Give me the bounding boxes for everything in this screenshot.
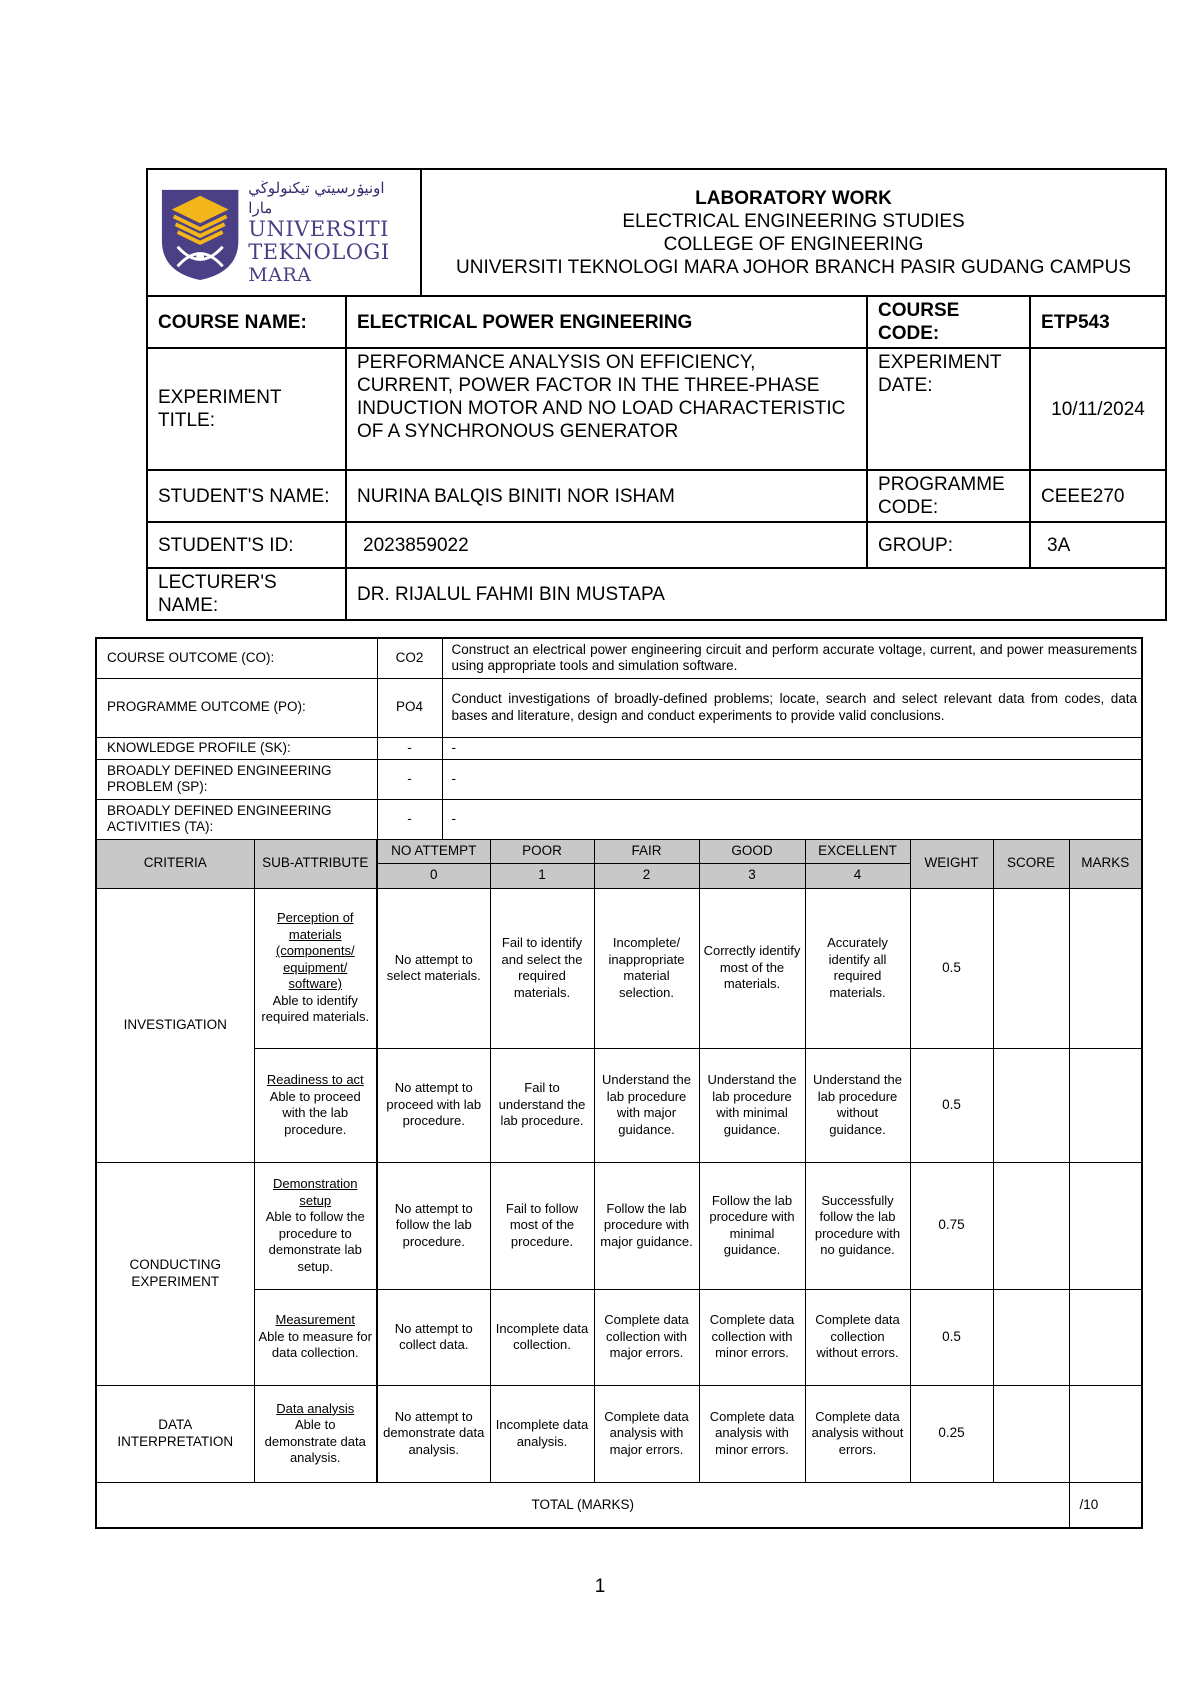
score-cell[interactable] xyxy=(993,888,1069,1048)
student-name-label: STUDENT'S NAME: xyxy=(147,470,346,522)
score-cell[interactable] xyxy=(993,1385,1069,1482)
level-desc-3: Correctly identify most of the materials. xyxy=(699,888,805,1048)
weight-value: 0.75 xyxy=(910,1162,993,1289)
level-score-0: 0 xyxy=(377,863,490,888)
group-value: 3A xyxy=(1030,522,1166,568)
sp-code: - xyxy=(377,759,442,799)
marks-cell[interactable] xyxy=(1069,1048,1142,1162)
level-desc-0: No attempt to follow the lab procedure. xyxy=(377,1162,490,1289)
level-desc-1: Incomplete data analysis. xyxy=(490,1385,594,1482)
level-desc-1: Fail to identify and select the required materials. xyxy=(490,888,594,1048)
experiment-date-value: 10/11/2024 xyxy=(1030,348,1166,470)
lab-header-table xyxy=(146,168,1167,621)
level-desc-4: Accurately identify all required materials. xyxy=(805,888,910,1048)
weight-header: WEIGHT xyxy=(910,839,993,888)
marks-cell[interactable] xyxy=(1069,1289,1142,1385)
programme-code-label: PROGRAMME CODE: xyxy=(867,470,1030,522)
level-desc-4: Complete data analysis without errors. xyxy=(805,1385,910,1482)
page-number: 1 xyxy=(594,1576,606,1597)
logo-word-universiti: UNIVERSITI xyxy=(248,217,389,241)
group-label: GROUP: xyxy=(867,522,1030,568)
level-desc-1: Incomplete data collection. xyxy=(490,1289,594,1385)
subattr-title: Perception of materials (components/ equipment/ software) xyxy=(275,910,355,992)
header-line-college: COLLEGE OF ENGINEERING xyxy=(663,233,924,255)
sp-label: BROADLY DEFINED ENGINEERING PROBLEM (SP): xyxy=(96,759,377,799)
subattr-demonstration xyxy=(254,1162,377,1289)
level-desc-2: Complete data analysis with major errors. xyxy=(594,1385,699,1482)
subattr-perception xyxy=(254,888,377,1048)
student-id-value: 2023859022 xyxy=(346,522,867,568)
total-value: /10 xyxy=(1069,1482,1142,1528)
subattribute-header: SUB-ATTRIBUTE xyxy=(254,839,377,888)
rubric-row-data-analysis xyxy=(96,1385,1142,1482)
level-header-2: FAIR xyxy=(594,839,699,863)
logo-word-teknologi: TEKNOLOGI xyxy=(248,240,390,264)
po-label: PROGRAMME OUTCOME (PO): xyxy=(96,678,377,737)
level-desc-2: Complete data collection with major errors. xyxy=(594,1289,699,1385)
logo-jawi-text: اونيۏرسيتي تيكنولوڬي مارا xyxy=(248,179,385,217)
level-score-3: 3 xyxy=(699,863,805,888)
criteria-investigation: INVESTIGATION xyxy=(96,888,254,1162)
po-code: PO4 xyxy=(377,678,442,737)
header-title: LABORATORY WORK xyxy=(695,187,892,209)
subattr-title: Data analysis xyxy=(276,1400,355,1416)
co-text: Construct an electrical power engineering circuit and perform accurate voltage, current, and power measurements using appropriate tools and simulation software. xyxy=(442,638,1142,678)
level-desc-4: Understand the lab procedure without guidance. xyxy=(805,1048,910,1162)
experiment-date-label: EXPERIMENT DATE: xyxy=(867,348,1030,470)
score-cell[interactable] xyxy=(993,1162,1069,1289)
level-desc-0: No attempt to demonstrate data analysis. xyxy=(377,1385,490,1482)
course-name-label: COURSE NAME: xyxy=(147,296,346,348)
level-score-1: 1 xyxy=(490,863,594,888)
weight-value: 0.5 xyxy=(910,1048,993,1162)
weight-value: 0.5 xyxy=(910,1289,993,1385)
marks-cell[interactable] xyxy=(1069,1385,1142,1482)
criteria-header: CRITERIA xyxy=(96,839,254,888)
subattr-readiness xyxy=(254,1048,377,1162)
subattr-desc: Able to demonstrate data analysis. xyxy=(264,1417,366,1465)
level-header-1: POOR xyxy=(490,839,594,863)
level-desc-0: No attempt to collect data. xyxy=(377,1289,490,1385)
uitm-logo xyxy=(158,178,410,287)
level-desc-4: Complete data collection without errors. xyxy=(805,1289,910,1385)
ta-text: - xyxy=(442,799,1142,839)
logo-word-mara: MARA xyxy=(248,264,312,286)
subattr-desc: Able to measure for data collection. xyxy=(258,1328,372,1361)
sp-text: - xyxy=(442,759,1142,799)
experiment-title-label: EXPERIMENT TITLE: xyxy=(147,348,346,470)
marks-cell[interactable] xyxy=(1069,1162,1142,1289)
co-code: CO2 xyxy=(377,638,442,678)
student-id-label: STUDENT'S ID: xyxy=(147,522,346,568)
ta-code: - xyxy=(377,799,442,839)
uitm-crest-icon xyxy=(158,183,242,283)
course-code-value: ETP543 xyxy=(1030,296,1166,348)
criteria-data-interpretation: DATA INTERPRETATION xyxy=(96,1385,254,1482)
weight-value: 0.5 xyxy=(910,888,993,1048)
experiment-title-value: PERFORMANCE ANALYSIS ON EFFICIENCY, CURRENT, POWER FACTOR IN THE THREE-PHASE INDUCTION MOTOR AND NO LOAD CHARACTERISTIC OF A SYNCHRONOUS GENERATOR xyxy=(346,348,867,470)
level-desc-3: Complete data analysis with minor errors. xyxy=(699,1385,805,1482)
header-title-cell xyxy=(421,169,1166,296)
level-score-4: 4 xyxy=(805,863,910,888)
level-desc-3: Follow the lab procedure with minimal guidance. xyxy=(699,1162,805,1289)
level-header-0: NO ATTEMPT xyxy=(377,839,490,863)
subattr-desc: Able to proceed with the lab procedure. xyxy=(269,1088,361,1137)
score-cell[interactable] xyxy=(993,1048,1069,1162)
score-header: SCORE xyxy=(993,839,1069,888)
level-desc-0: No attempt to proceed with lab procedure. xyxy=(377,1048,490,1162)
total-label: TOTAL (MARKS) xyxy=(96,1482,1069,1528)
sk-text: - xyxy=(442,737,1142,759)
subattr-title: Measurement xyxy=(275,1312,355,1328)
header-line-dept: ELECTRICAL ENGINEERING STUDIES xyxy=(622,210,965,232)
subattr-measurement xyxy=(254,1289,377,1385)
marks-cell[interactable] xyxy=(1069,888,1142,1048)
marks-header: MARKS xyxy=(1069,839,1142,888)
rubric-total-row xyxy=(96,1482,1142,1528)
criteria-conducting-experiment: CONDUCTING EXPERIMENT xyxy=(96,1162,254,1385)
level-header-3: GOOD xyxy=(699,839,805,863)
sk-code: - xyxy=(377,737,442,759)
level-desc-1: Fail to follow most of the procedure. xyxy=(490,1162,594,1289)
subattr-desc: Able to follow the procedure to demonstrate lab setup. xyxy=(265,1209,365,1274)
level-desc-1: Fail to understand the lab procedure. xyxy=(490,1048,594,1162)
level-desc-2: Incomplete/ inappropriate material selection. xyxy=(594,888,699,1048)
level-desc-3: Complete data collection with minor errors. xyxy=(699,1289,805,1385)
level-desc-2: Follow the lab procedure with major guidance. xyxy=(594,1162,699,1289)
score-cell[interactable] xyxy=(993,1289,1069,1385)
rubric-row-demonstration xyxy=(96,1162,1142,1289)
level-desc-0: No attempt to select materials. xyxy=(377,888,490,1048)
level-score-2: 2 xyxy=(594,863,699,888)
ta-label: BROADLY DEFINED ENGINEERING ACTIVITIES (TA): xyxy=(96,799,377,839)
level-desc-4: Successfully follow the lab procedure with no guidance. xyxy=(805,1162,910,1289)
student-name-value: NURINA BALQIS BINITI NOR ISHAM xyxy=(346,470,867,522)
po-text: Conduct investigations of broadly-defined problems; locate, search and select relevant data from codes, data bases and literature, design and conduct experiments to provide valid conclusions. xyxy=(442,678,1142,737)
subattr-desc: Able to identify required materials. xyxy=(261,992,370,1025)
co-label: COURSE OUTCOME (CO): xyxy=(96,638,377,678)
subattr-title: Demonstration setup xyxy=(272,1176,358,1208)
logo-cell xyxy=(147,169,421,296)
lecturer-value: DR. RIJALUL FAHMI BIN MUSTAPA xyxy=(346,568,1166,620)
course-name-value: ELECTRICAL POWER ENGINEERING xyxy=(346,296,867,348)
header-line-campus: UNIVERSITI TEKNOLOGI MARA JOHOR BRANCH PASIR GUDANG CAMPUS xyxy=(456,256,1131,278)
level-desc-3: Understand the lab procedure with minimal guidance. xyxy=(699,1048,805,1162)
subattr-title: Readiness to act xyxy=(266,1072,364,1087)
weight-value: 0.25 xyxy=(910,1385,993,1482)
course-code-label: COURSE CODE: xyxy=(867,296,1030,348)
sk-label: KNOWLEDGE PROFILE (SK): xyxy=(96,737,377,759)
level-header-4: EXCELLENT xyxy=(805,839,910,863)
subattr-data-analysis xyxy=(254,1385,377,1482)
lecturer-label: LECTURER'S NAME: xyxy=(147,568,346,620)
level-desc-2: Understand the lab procedure with major guidance. xyxy=(594,1048,699,1162)
assessment-rubric-table xyxy=(95,637,1143,1529)
programme-code-value: CEEE270 xyxy=(1030,470,1166,522)
rubric-row-perception xyxy=(96,888,1142,1048)
